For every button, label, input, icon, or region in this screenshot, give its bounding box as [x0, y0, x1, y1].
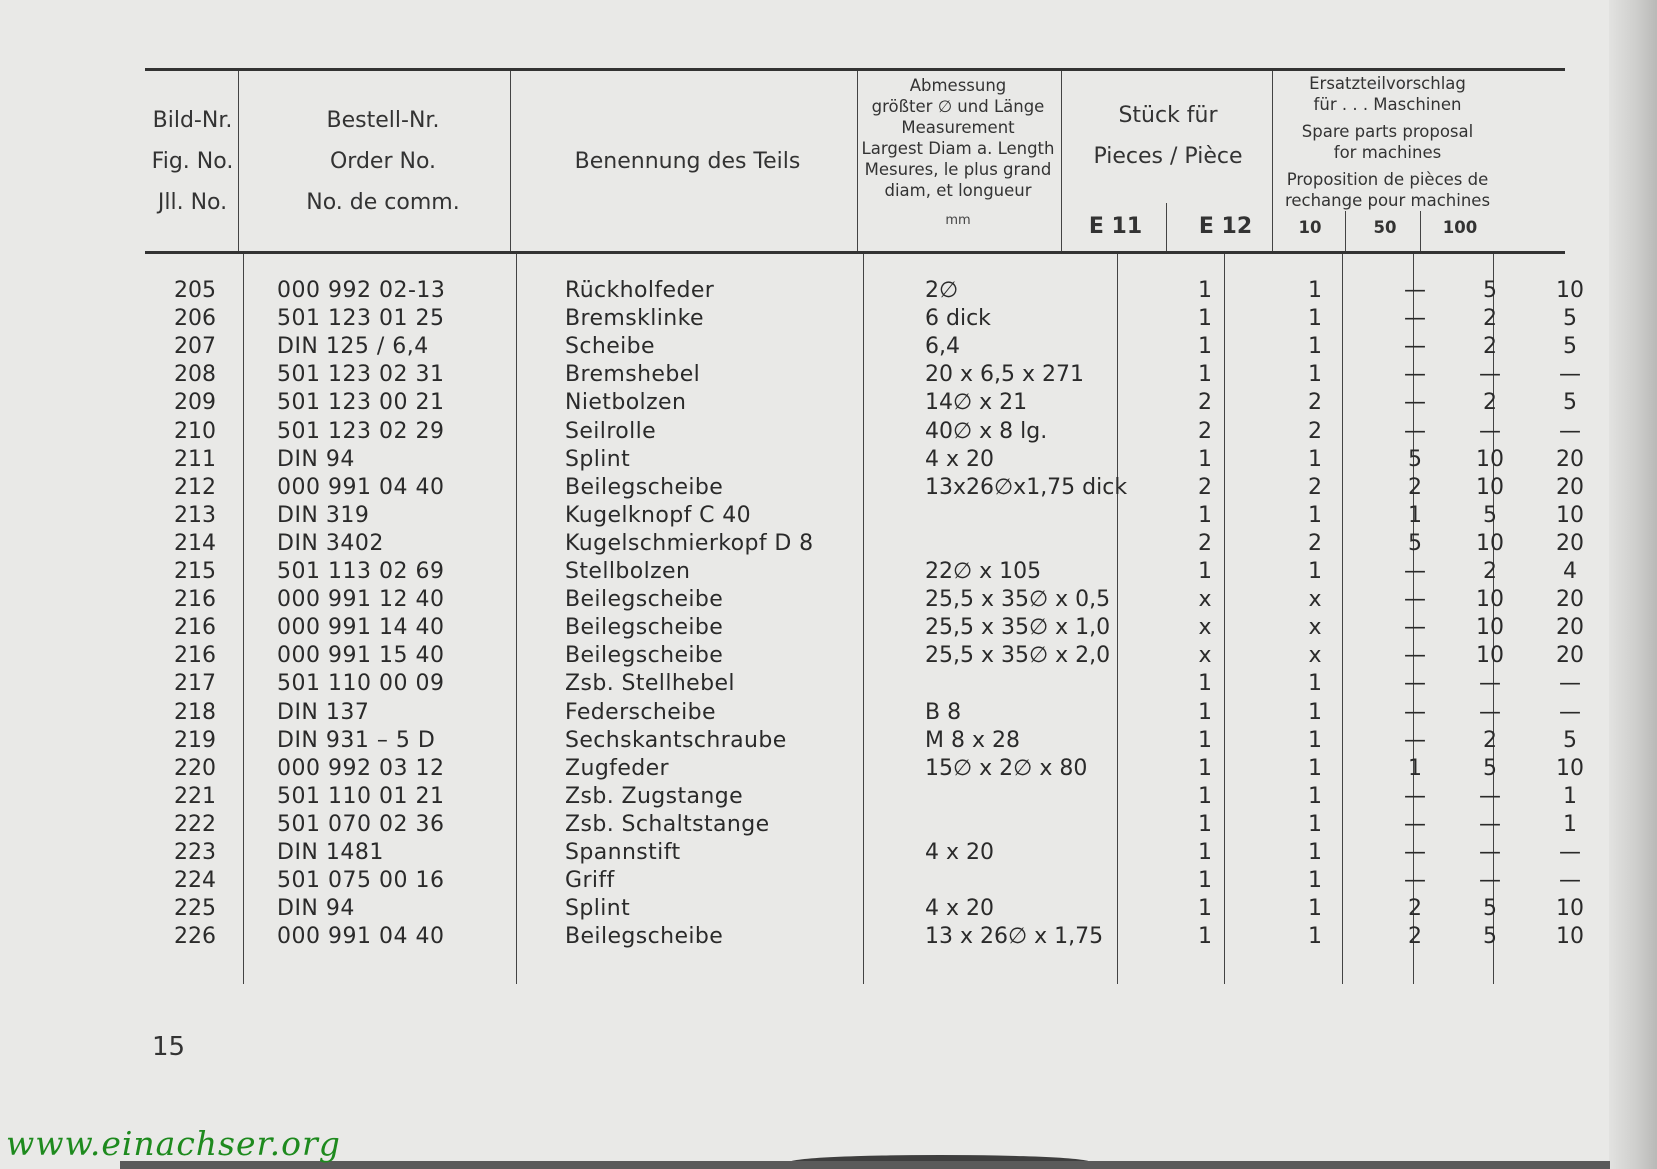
page-number: 15 — [152, 1032, 186, 1062]
spare-10-cell: — — [1404, 587, 1426, 613]
header-spare-50 — [1350, 207, 1420, 247]
fig-no-cell: 205 — [174, 278, 216, 303]
spare-50-cell: — — [1479, 418, 1501, 444]
table-row — [145, 360, 1581, 390]
part-name-cell: Kugelschmierkopf D 8 — [565, 530, 814, 556]
qty-e12-cell: 1 — [1308, 868, 1322, 894]
header-meas-line: diam, et longueur — [884, 181, 1032, 200]
spare-10-cell: 2 — [1408, 896, 1422, 922]
table-row — [145, 276, 1584, 306]
fig-no-cell: 206 — [174, 306, 216, 332]
header-e12 — [1173, 203, 1278, 249]
header-spare-line: für . . . Maschinen — [1313, 95, 1462, 114]
spare-100-cell: 20 — [1556, 615, 1584, 641]
part-name-cell: Beilegscheibe — [565, 587, 724, 613]
header-e11 — [1063, 203, 1168, 249]
table-row — [145, 473, 1584, 503]
header-meas-line: Measurement — [901, 118, 1015, 137]
qty-e11-cell: 1 — [1198, 783, 1212, 809]
part-name-cell: Nietbolzen — [565, 390, 687, 416]
spare-10-cell: — — [1404, 840, 1426, 865]
page-edge — [1609, 0, 1657, 1169]
header-order-no — [253, 71, 513, 251]
spare-10-cell: — — [1404, 306, 1426, 332]
table-body — [145, 254, 1584, 984]
order-no-cell: 501 110 00 09 — [277, 671, 445, 697]
qty-e11-cell: 1 — [1198, 671, 1212, 697]
order-no-cell: 501 070 02 36 — [277, 811, 445, 837]
table-row — [145, 698, 1581, 728]
spare-50-cell: 5 — [1483, 755, 1497, 781]
spare-50-cell: — — [1479, 840, 1501, 865]
measurement-cell: 13x26∅x1,75 dick — [925, 474, 1128, 500]
spare-10-cell: — — [1404, 362, 1426, 388]
measurement-cell — [925, 810, 1145, 840]
fig-no-cell: 208 — [174, 362, 216, 388]
qty-e12-cell: x — [1308, 615, 1322, 641]
header-fig-fr: Jll. No. — [157, 189, 228, 215]
fig-no-cell: 222 — [174, 811, 216, 837]
fig-no-cell: 216 — [174, 643, 216, 669]
table-row — [145, 669, 1581, 699]
spare-50-cell: 2 — [1483, 334, 1497, 360]
order-no-cell: 000 991 15 40 — [277, 643, 445, 669]
spare-100-cell: 20 — [1556, 474, 1584, 500]
fig-no-cell: 214 — [174, 530, 216, 556]
fig-no-cell: 221 — [174, 783, 216, 809]
spare-10-cell: — — [1404, 278, 1426, 303]
header-meas-line: größter ∅ und Länge — [871, 97, 1045, 116]
spare-10-cell: — — [1404, 868, 1426, 894]
qty-e12-cell: 1 — [1308, 559, 1322, 584]
spare-50-cell: 10 — [1476, 530, 1504, 556]
qty-e12-cell: x — [1308, 643, 1322, 669]
order-no-cell: 501 123 02 29 — [277, 418, 445, 444]
order-no-cell: 501 110 01 21 — [277, 783, 445, 809]
order-no-cell: 501 113 02 69 — [277, 559, 445, 584]
spare-50-cell: 10 — [1476, 615, 1504, 641]
part-name-cell: Zsb. Zugstange — [565, 783, 744, 809]
part-name-cell: Zugfeder — [565, 755, 670, 781]
fig-no-cell: 215 — [174, 559, 216, 584]
header-spare-parts — [1275, 71, 1500, 223]
header-e12-label: E 12 — [1198, 213, 1253, 239]
qty-e12-cell: 1 — [1308, 783, 1322, 809]
spare-10-cell: — — [1404, 643, 1426, 669]
header-e11-label: E 11 — [1088, 213, 1143, 239]
spare-100-cell: — — [1559, 868, 1581, 894]
spare-50-cell: 2 — [1483, 559, 1497, 584]
spare-100-cell: — — [1559, 418, 1581, 444]
spare-100-cell: 20 — [1556, 643, 1584, 669]
spare-100-cell: 1 — [1563, 811, 1577, 837]
qty-e12-cell: 1 — [1308, 924, 1322, 950]
qty-e12-cell: 1 — [1308, 811, 1322, 837]
part-name-cell: Kugelknopf C 40 — [565, 502, 752, 528]
measurement-cell: 20 x 6,5 x 271 — [925, 362, 1084, 388]
table-row — [145, 332, 1577, 362]
qty-e11-cell: 1 — [1198, 811, 1212, 837]
part-name-cell: Bremsklinke — [565, 306, 704, 332]
header-qty-en-fr: Pieces / Pièce — [1093, 144, 1243, 169]
qty-e12-cell: 1 — [1308, 446, 1322, 472]
order-no-cell: DIN 125 / 6,4 — [277, 334, 429, 360]
table-row — [145, 754, 1584, 784]
order-no-cell: 000 991 04 40 — [277, 474, 445, 500]
table-row — [145, 557, 1577, 587]
qty-e11-cell: 1 — [1198, 699, 1212, 725]
spare-50-cell: 2 — [1483, 306, 1497, 332]
header-order-de: Bestell-Nr. — [326, 107, 440, 133]
order-no-cell: 000 992 03 12 — [277, 755, 445, 781]
part-name-cell: Seilrolle — [565, 418, 657, 444]
table-header — [145, 71, 1565, 254]
spare-100-cell: 20 — [1556, 446, 1584, 472]
measurement-cell — [925, 529, 1145, 559]
qty-e12-cell: 1 — [1308, 896, 1322, 922]
fig-no-cell: 213 — [174, 502, 216, 528]
measurement-cell: 14∅ x 21 — [925, 390, 1028, 416]
spare-50-cell: 10 — [1476, 446, 1504, 472]
part-name-cell: Federscheibe — [565, 699, 716, 725]
spare-100-cell: — — [1559, 362, 1581, 388]
part-name-cell: Rückholfeder — [565, 278, 715, 303]
qty-e11-cell: 1 — [1198, 334, 1212, 360]
column-divider — [857, 71, 858, 251]
spare-50-cell: 2 — [1483, 390, 1497, 416]
measurement-cell: B 8 — [925, 699, 962, 725]
spare-100-cell: 10 — [1556, 278, 1584, 303]
qty-e11-cell: 1 — [1198, 278, 1212, 303]
order-no-cell: 501 123 02 31 — [277, 362, 445, 388]
table-row — [145, 501, 1584, 531]
measurement-cell: M 8 x 28 — [925, 727, 1020, 753]
qty-e12-cell: 2 — [1308, 530, 1322, 556]
header-fig-en: Fig. No. — [151, 148, 234, 174]
spare-10-cell: — — [1404, 671, 1426, 697]
header-spare-line: Proposition de pièces de — [1286, 170, 1489, 189]
spare-100-cell: — — [1559, 699, 1581, 725]
qty-e12-cell: x — [1308, 587, 1322, 613]
header-spare-10 — [1275, 207, 1345, 247]
qty-e11-cell: 2 — [1198, 418, 1212, 444]
measurement-cell: 25,5 x 35∅ x 0,5 — [925, 587, 1111, 613]
qty-e11-cell: 1 — [1198, 840, 1212, 865]
part-name-cell: Scheibe — [565, 334, 655, 360]
order-no-cell: DIN 137 — [277, 699, 370, 725]
spare-50-cell: 2 — [1483, 727, 1497, 753]
qty-e11-cell: 1 — [1198, 896, 1212, 922]
fig-no-cell: 224 — [174, 868, 216, 894]
spare-100-cell: — — [1559, 671, 1581, 697]
order-no-cell: 000 991 12 40 — [277, 587, 445, 613]
table-row — [145, 529, 1584, 559]
spare-10-cell: — — [1404, 727, 1426, 753]
measurement-cell — [925, 866, 1145, 896]
qty-e11-cell: 1 — [1198, 559, 1212, 584]
qty-e12-cell: 2 — [1308, 418, 1322, 444]
fig-no-cell: 216 — [174, 615, 216, 641]
spare-50-cell: 5 — [1483, 924, 1497, 950]
spare-10-cell: — — [1404, 334, 1426, 360]
spare-100-cell: 4 — [1563, 559, 1577, 584]
table-row — [145, 585, 1584, 615]
order-no-cell: DIN 94 — [277, 896, 355, 922]
qty-e12-cell: 2 — [1308, 390, 1322, 416]
qty-e12-cell: 1 — [1308, 840, 1322, 865]
spare-10-cell: — — [1404, 699, 1426, 725]
scan-border — [120, 1161, 1610, 1169]
spare-50-cell: 10 — [1476, 474, 1504, 500]
fig-no-cell: 207 — [174, 334, 216, 360]
spare-10-cell: 5 — [1408, 446, 1422, 472]
order-no-cell: 000 991 04 40 — [277, 924, 445, 950]
order-no-cell: DIN 94 — [277, 446, 355, 472]
measurement-cell: 2∅ — [925, 278, 959, 303]
measurement-cell: 25,5 x 35∅ x 2,0 — [925, 643, 1111, 669]
table-row — [145, 782, 1577, 812]
spare-100-cell: 10 — [1556, 896, 1584, 922]
qty-e12-cell: 1 — [1308, 502, 1322, 528]
spare-10-cell: 1 — [1408, 755, 1422, 781]
table-row — [145, 641, 1584, 671]
measurement-cell: 6 dick — [925, 306, 991, 332]
qty-e11-cell: 1 — [1198, 502, 1212, 528]
part-name-cell: Spannstift — [565, 840, 681, 865]
fig-no-cell: 219 — [174, 727, 216, 753]
qty-e12-cell: 1 — [1308, 727, 1322, 753]
spare-10-cell: — — [1404, 615, 1426, 641]
spare-50-cell: 10 — [1476, 643, 1504, 669]
spare-10-cell: — — [1404, 811, 1426, 837]
header-meas-line: Mesures, le plus grand — [864, 160, 1052, 179]
spare-100-cell: 5 — [1563, 390, 1577, 416]
column-divider — [1166, 203, 1167, 251]
measurement-cell: 40∅ x 8 lg. — [925, 418, 1048, 444]
qty-e11-cell: 1 — [1198, 924, 1212, 950]
table-row — [145, 894, 1584, 924]
spare-100-cell: 5 — [1563, 334, 1577, 360]
header-spare-50-label: 50 — [1373, 217, 1397, 237]
column-divider — [238, 71, 239, 251]
header-fig-no — [145, 71, 240, 251]
qty-e12-cell: 1 — [1308, 278, 1322, 303]
spare-10-cell: 2 — [1408, 924, 1422, 950]
fig-no-cell: 217 — [174, 671, 216, 697]
table-row — [145, 417, 1581, 447]
order-no-cell: 000 991 14 40 — [277, 615, 445, 641]
header-spare-line: rechange pour machines — [1284, 191, 1491, 210]
fig-no-cell: 225 — [174, 896, 216, 922]
qty-e11-cell: x — [1198, 587, 1212, 613]
column-divider — [1345, 211, 1346, 251]
table-row — [145, 838, 1581, 868]
table-row — [145, 866, 1581, 896]
fig-no-cell: 220 — [174, 755, 216, 781]
header-order-fr: No. de comm. — [306, 189, 460, 215]
order-no-cell: DIN 931 – 5 D — [277, 727, 436, 753]
header-fig-de: Bild-Nr. — [152, 107, 233, 133]
order-no-cell: 501 123 01 25 — [277, 306, 445, 332]
parts-table — [145, 68, 1584, 984]
fig-no-cell: 210 — [174, 418, 216, 444]
part-name-cell: Bremshebel — [565, 362, 701, 388]
spare-50-cell: 10 — [1476, 587, 1504, 613]
header-spare-line: Spare parts proposal — [1301, 122, 1474, 141]
measurement-cell: 4 x 20 — [925, 446, 994, 472]
table-row — [145, 388, 1577, 418]
part-name-cell: Beilegscheibe — [565, 643, 724, 669]
qty-e11-cell: x — [1198, 615, 1212, 641]
spare-10-cell: — — [1404, 559, 1426, 584]
spare-10-cell: 2 — [1408, 474, 1422, 500]
spare-100-cell: 5 — [1563, 727, 1577, 753]
spare-50-cell: 5 — [1483, 502, 1497, 528]
header-qty-de: Stück für — [1118, 103, 1218, 128]
measurement-cell: 4 x 20 — [925, 896, 994, 922]
measurement-cell: 13 x 26∅ x 1,75 — [925, 924, 1104, 950]
order-no-cell: DIN 3402 — [277, 530, 384, 556]
spare-10-cell: 1 — [1408, 502, 1422, 528]
header-meas-unit: mm — [945, 213, 971, 228]
measurement-cell — [925, 669, 1145, 699]
fig-no-cell: 218 — [174, 699, 216, 725]
qty-e12-cell: 2 — [1308, 474, 1322, 500]
spare-10-cell: — — [1404, 418, 1426, 444]
fig-no-cell: 212 — [174, 474, 216, 500]
measurement-cell: 6,4 — [925, 334, 960, 360]
qty-e11-cell: 1 — [1198, 362, 1212, 388]
spare-100-cell: 10 — [1556, 924, 1584, 950]
qty-e11-cell: 1 — [1198, 306, 1212, 332]
spare-100-cell: 10 — [1556, 755, 1584, 781]
spare-100-cell: 20 — [1556, 587, 1584, 613]
spare-10-cell: — — [1404, 783, 1426, 809]
table-row — [145, 613, 1584, 643]
fig-no-cell: 223 — [174, 840, 216, 865]
header-spare-100 — [1420, 207, 1500, 247]
spare-10-cell: 5 — [1408, 530, 1422, 556]
measurement-cell — [925, 501, 1145, 531]
spare-50-cell: — — [1479, 783, 1501, 809]
spare-50-cell: — — [1479, 362, 1501, 388]
part-name-cell: Sechskantschraube — [565, 727, 787, 753]
column-divider — [510, 71, 511, 251]
part-name-cell: Beilegscheibe — [565, 924, 724, 950]
header-spare-100-label: 100 — [1442, 217, 1478, 237]
qty-e11-cell: 2 — [1198, 530, 1212, 556]
column-divider — [1061, 71, 1062, 251]
spare-50-cell: — — [1479, 811, 1501, 837]
part-name-cell: Beilegscheibe — [565, 615, 724, 641]
part-name-cell: Griff — [565, 868, 615, 894]
order-no-cell: DIN 1481 — [277, 840, 384, 865]
table-row — [145, 304, 1577, 334]
qty-e11-cell: 2 — [1198, 390, 1212, 416]
fig-no-cell: 226 — [174, 924, 216, 950]
qty-e12-cell: 1 — [1308, 699, 1322, 725]
order-no-cell: 501 123 00 21 — [277, 390, 445, 416]
qty-e12-cell: 1 — [1308, 671, 1322, 697]
website-watermark: www.einachser.org — [6, 1124, 341, 1163]
part-name-cell: Zsb. Schaltstange — [565, 811, 770, 837]
header-part-name — [520, 71, 855, 251]
spare-50-cell: — — [1479, 868, 1501, 894]
header-meas-line: Largest Diam a. Length — [861, 139, 1055, 158]
spare-50-cell: 5 — [1483, 896, 1497, 922]
measurement-cell: 4 x 20 — [925, 840, 994, 865]
spare-100-cell: 20 — [1556, 530, 1584, 556]
part-name-cell: Stellbolzen — [565, 559, 691, 584]
order-no-cell: 501 075 00 16 — [277, 868, 445, 894]
table-row — [145, 726, 1577, 756]
spare-100-cell: 10 — [1556, 502, 1584, 528]
spare-50-cell: 5 — [1483, 278, 1497, 303]
qty-e11-cell: x — [1198, 643, 1212, 669]
header-meas-line: Abmessung — [909, 76, 1007, 95]
qty-e11-cell: 1 — [1198, 755, 1212, 781]
qty-e12-cell: 1 — [1308, 362, 1322, 388]
header-order-en: Order No. — [329, 148, 437, 174]
qty-e11-cell: 2 — [1198, 474, 1212, 500]
table-row — [145, 922, 1584, 952]
qty-e11-cell: 1 — [1198, 868, 1212, 894]
header-spare-10-label: 10 — [1298, 217, 1322, 237]
qty-e12-cell: 1 — [1308, 334, 1322, 360]
qty-e12-cell: 1 — [1308, 306, 1322, 332]
fig-no-cell: 216 — [174, 587, 216, 613]
spare-100-cell: — — [1559, 840, 1581, 865]
part-name-cell: Splint — [565, 896, 631, 922]
header-quantity — [1063, 71, 1273, 201]
header-name-label: Benennung des Teils — [574, 148, 801, 174]
measurement-cell: 15∅ x 2∅ x 80 — [925, 755, 1088, 781]
spare-100-cell: 1 — [1563, 783, 1577, 809]
order-no-cell: 000 992 02-13 — [277, 278, 446, 303]
header-measurement — [857, 71, 1059, 255]
header-spare-line: Ersatzteilvorschlag — [1309, 74, 1466, 93]
header-spare-line: for machines — [1333, 143, 1442, 162]
order-no-cell: DIN 319 — [277, 502, 370, 528]
measurement-cell: 25,5 x 35∅ x 1,0 — [925, 615, 1111, 641]
part-name-cell: Splint — [565, 446, 631, 472]
column-divider — [1420, 211, 1421, 251]
qty-e11-cell: 1 — [1198, 446, 1212, 472]
spare-10-cell: — — [1404, 390, 1426, 416]
spare-100-cell: 5 — [1563, 306, 1577, 332]
fig-no-cell: 209 — [174, 390, 216, 416]
measurement-cell — [925, 782, 1145, 812]
part-name-cell: Zsb. Stellhebel — [565, 671, 735, 697]
table-row — [145, 810, 1577, 840]
fig-no-cell: 211 — [174, 446, 216, 472]
spare-50-cell: — — [1479, 699, 1501, 725]
qty-e12-cell: 1 — [1308, 755, 1322, 781]
column-divider — [1272, 71, 1273, 251]
part-name-cell: Beilegscheibe — [565, 474, 724, 500]
table-row — [145, 445, 1584, 475]
qty-e11-cell: 1 — [1198, 727, 1212, 753]
spare-50-cell: — — [1479, 671, 1501, 697]
measurement-cell: 22∅ x 105 — [925, 559, 1042, 584]
